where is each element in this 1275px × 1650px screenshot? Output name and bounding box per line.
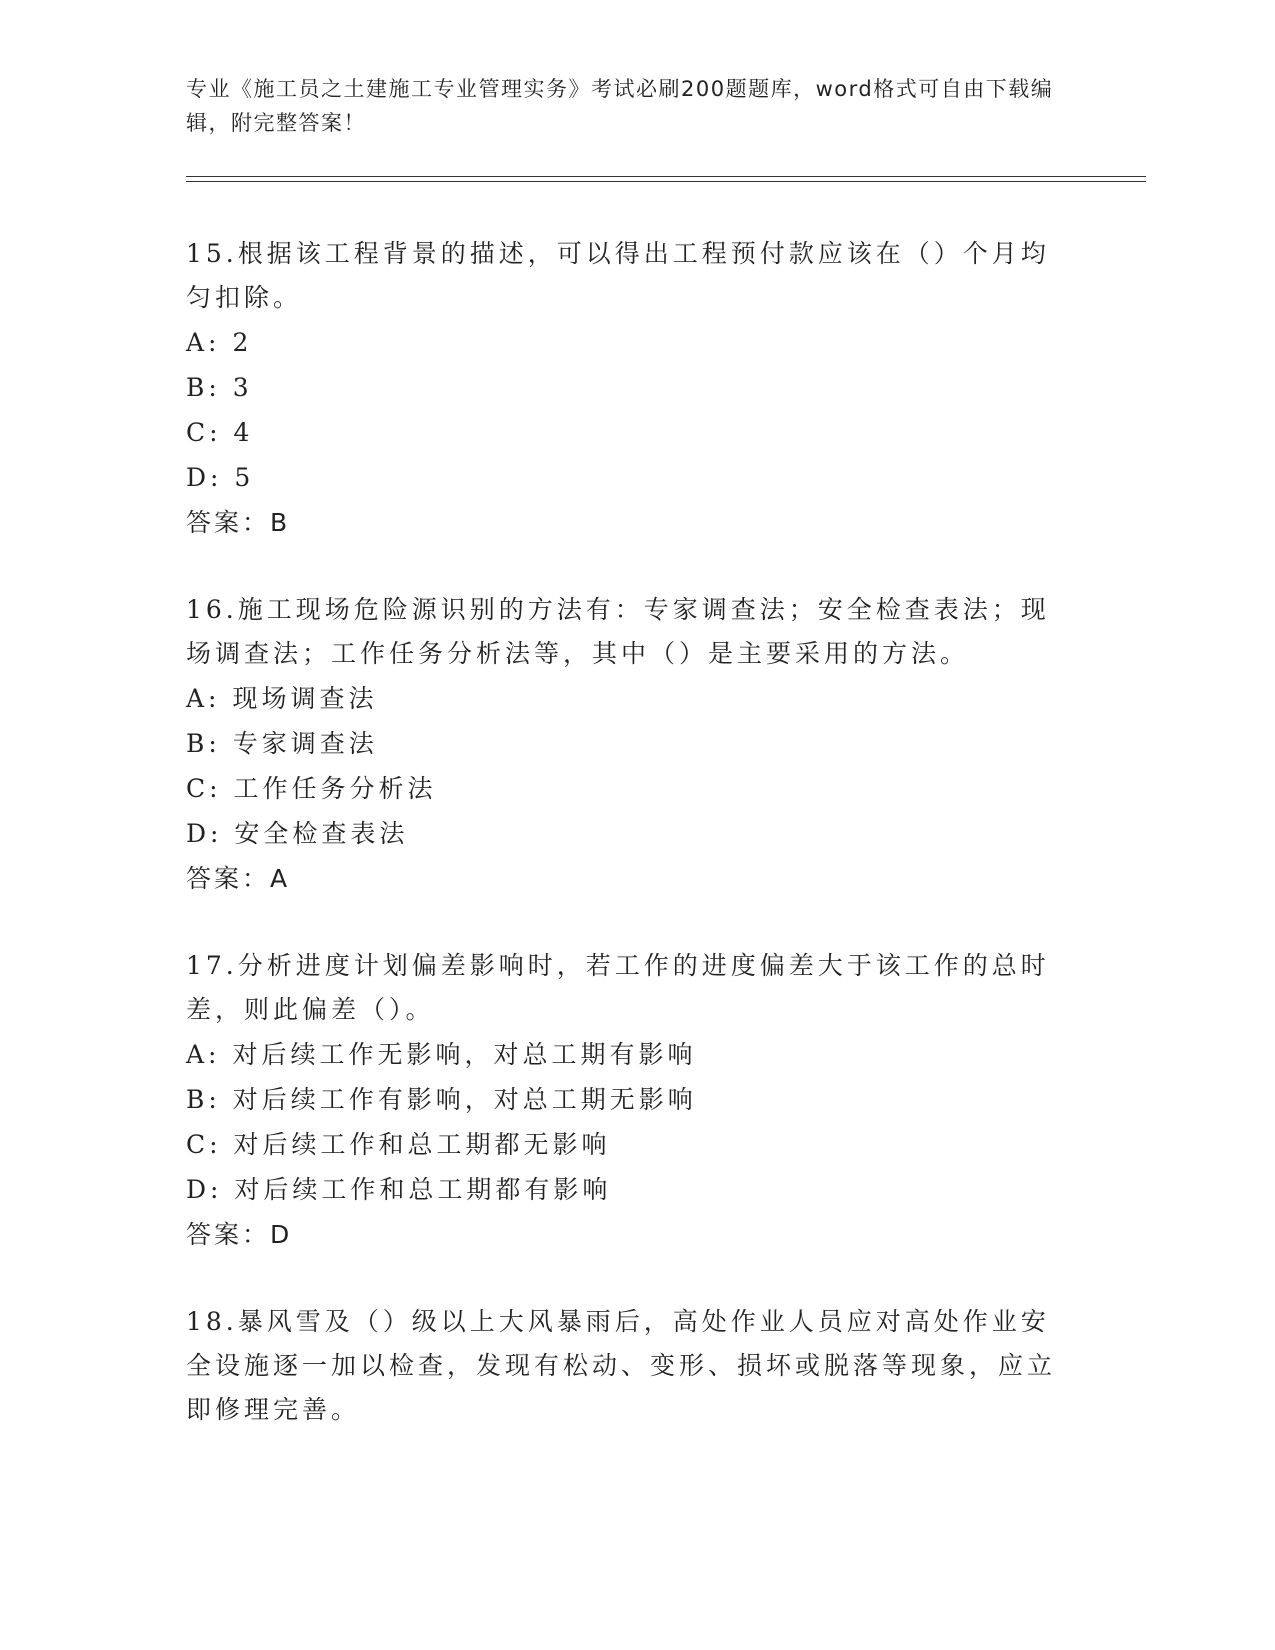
option-b [186, 721, 1066, 766]
answer-line: 答案：A [186, 864, 291, 893]
question-18 [186, 1300, 1066, 1432]
option-b [186, 1077, 1066, 1122]
question-stem: 15.根据该工程背景的描述，可以得出工程预付款应该在（）个月均匀扣除。 [186, 239, 1050, 312]
option-key: D: [186, 819, 223, 848]
option-a [186, 1032, 1066, 1077]
option-text: 对后续工作和总工期都无影响 [233, 1130, 611, 1159]
option-key: C: [186, 1130, 222, 1159]
option-key: A: [186, 328, 221, 357]
option-text: 工作任务分析法 [233, 774, 437, 803]
option-b [186, 365, 1066, 410]
option-d [186, 811, 1066, 856]
option-a [186, 320, 1066, 365]
option-d [186, 455, 1066, 500]
option-text: 现场调查法 [232, 684, 378, 713]
option-key: B: [186, 729, 221, 758]
option-text: 对后续工作无影响，对总工期有影响 [232, 1040, 697, 1069]
option-key: B: [186, 1085, 221, 1114]
question-17 [186, 944, 1066, 1258]
option-text: 安全检查表法 [234, 819, 409, 848]
option-text: 2 [232, 328, 253, 357]
option-key: D: [186, 1175, 223, 1204]
option-text: 3 [232, 373, 253, 402]
option-key: C: [186, 774, 222, 803]
document-header: 专业《施工员之土建施工专业管理实务》考试必刷200题题库，word格式可自由下载编辑，附完整答案！ [186, 77, 1054, 135]
option-key: C: [186, 418, 222, 447]
header-divider-bottom [186, 181, 1146, 182]
question-stem: 18.暴风雪及（）级以上大风暴雨后，高处作业人员应对高处作业安全设施逐一加以检查，发现有松动、变形、损坏或脱落等现象，应立即修理完善。 [186, 1307, 1057, 1424]
option-text: 4 [233, 418, 254, 447]
question-list [186, 232, 1066, 1474]
option-text: 对后续工作有影响，对总工期无影响 [232, 1085, 697, 1114]
question-16 [186, 588, 1066, 902]
option-c [186, 1122, 1066, 1167]
option-a [186, 676, 1066, 721]
question-15 [186, 232, 1066, 546]
option-key: A: [186, 1040, 221, 1069]
question-stem: 17.分析进度计划偏差影响时，若工作的进度偏差大于该工作的总时差，则此偏差（）。 [186, 951, 1050, 1024]
option-key: B: [186, 373, 221, 402]
option-key: D: [186, 463, 223, 492]
answer-line: 答案：B [186, 508, 291, 537]
header-divider-top [186, 176, 1146, 177]
answer-line: 答案：D [186, 1220, 293, 1249]
option-key: A: [186, 684, 221, 713]
option-d [186, 1167, 1066, 1212]
option-text: 对后续工作和总工期都有影响 [234, 1175, 612, 1204]
question-stem: 16.施工现场危险源识别的方法有：专家调查法；安全检查表法；现场调查法；工作任务分析法等，其中（）是主要采用的方法。 [186, 595, 1050, 668]
option-c [186, 766, 1066, 811]
option-text: 5 [234, 463, 255, 492]
option-text: 专家调查法 [232, 729, 378, 758]
option-c [186, 410, 1066, 455]
